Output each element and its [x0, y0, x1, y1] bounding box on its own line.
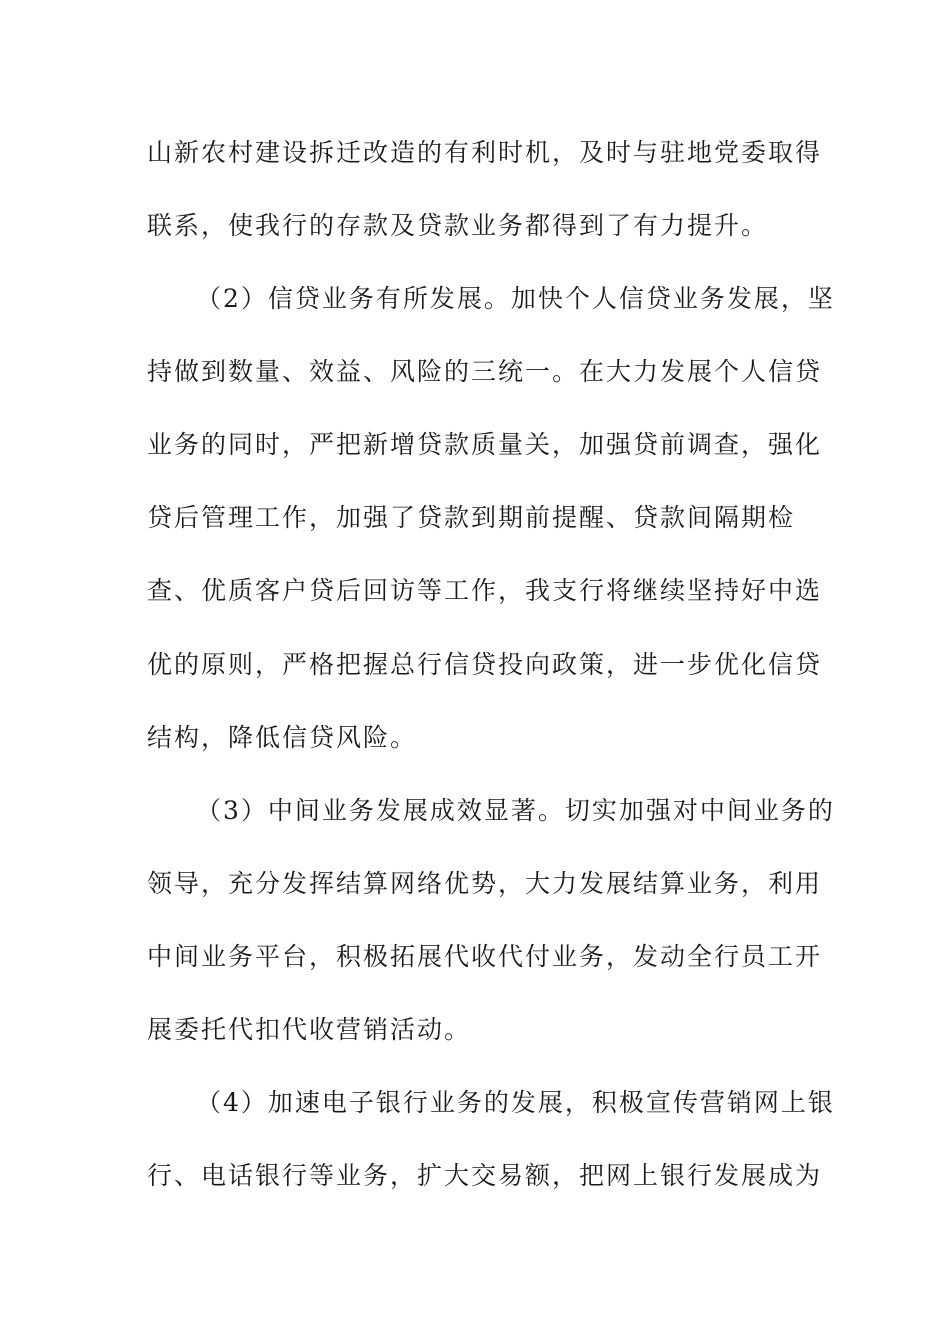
text-line: 领导，充分发挥结算网络优势，大力发展结算业务，利用 [147, 869, 823, 898]
text-line: 中间业务平台，积极拓展代收代付业务，发动全行员工开 [147, 942, 823, 971]
text-line: 优的原则，严格把握总行信贷投向政策，进一步优化信贷 [147, 650, 823, 679]
text-line: 山新农村建设拆迁改造的有利时机，及时与驻地党委取得 [147, 138, 823, 167]
paragraph-start-line: （2）信贷业务有所发展。加快个人信贷业务发展，坚 [196, 284, 835, 313]
text-line: 联系，使我行的存款及贷款业务都得到了有力提升。 [147, 211, 769, 240]
text-line: 业务的同时，严把新增贷款质量关，加强贷前调查，强化 [147, 430, 823, 459]
paragraph-start-line: （4）加速电子银行业务的发展，积极宣传营销网上银 [196, 1088, 835, 1117]
text-line: 持做到数量、效益、风险的三统一。在大力发展个人信贷 [147, 357, 823, 386]
text-line: 贷后管理工作，加强了贷款到期前提醒、贷款间隔期检 [147, 503, 796, 532]
text-line: 查、优质客户贷后回访等工作，我支行将继续坚持好中选 [147, 576, 823, 605]
paragraph-start-line: （3）中间业务发展成效显著。切实加强对中间业务的 [196, 796, 835, 825]
text-line: 结构，降低信贷风险。 [147, 723, 418, 752]
text-line: 行、电话银行等业务，扩大交易额，把网上银行发展成为 [147, 1161, 823, 1190]
text-line: 展委托代扣代收营销活动。 [147, 1015, 472, 1044]
